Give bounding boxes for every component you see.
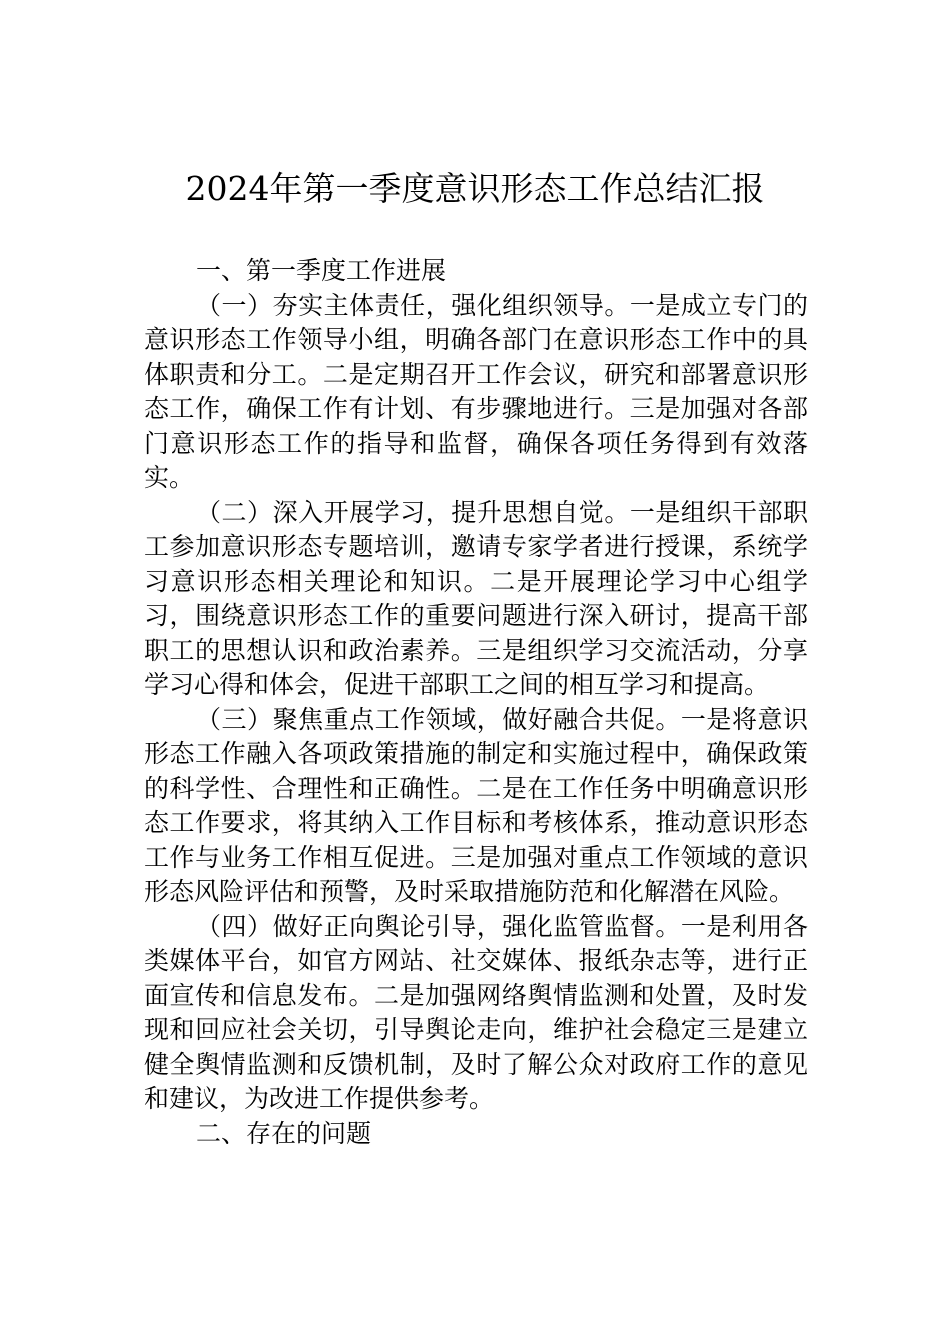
paragraph-study: （二）深入开展学习，提升思想自觉。一是组织干部职工参加意识形态专题培训，邀请专家学者进行授课，系统学习意识形态相关理论和知识。二是开展理论学习中心组学习，围绕意识形态工作的重要问题进行深入研讨，提高干部职工的思想认识和政治素养。三是组织学习交流活动，分享学习心得和体会，促进干部职工之间的相互学习和提高。 <box>144 497 808 699</box>
paragraph-public-opinion: （四）做好正向舆论引导，强化监管监督。一是利用各类媒体平台，如官方网站、社交媒体、报纸杂志等，进行正面宣传和信息发布。二是加强网络舆情监测和处置，及时发现和回应社会关切，引导舆论走向，维护社会稳定三是建立健全舆情监测和反馈机制，及时了解公众对政府工作的意见和建议，为改进工作提供参考。 <box>144 911 808 1113</box>
section-heading-progress: 一、第一季度工作进展 <box>196 256 447 285</box>
document-title: 2024年第一季度意识形态工作总结汇报 <box>185 169 765 208</box>
section-heading-problems: 二、存在的问题 <box>196 1118 372 1148</box>
paragraph-responsibility: （一）夯实主体责任，强化组织领导。一是成立专门的意识形态工作领导小组，明确各部门在意识形态工作中的具体职责和分工。二是定期召开工作会议，研究和部署意识形态工作，确保工作有计划、有步骤地进行。三是加强对各部门意识形态工作的指导和监督，确保各项任务得到有效落实。 <box>144 290 808 492</box>
document-body <box>144 254 808 1151</box>
paragraph-key-areas: （三）聚焦重点工作领域，做好融合共促。一是将意识形态工作融入各项政策措施的制定和实施过程中，确保政策的科学性、合理性和正确性。二是在工作任务中明确意识形态工作要求，将其纳入工作目标和考核体系，推动意识形态工作与业务工作相互促进。三是加强对重点工作领域的意识形态风险评估和预警，及时采取措施防范和化解潜在风险。 <box>144 704 808 906</box>
